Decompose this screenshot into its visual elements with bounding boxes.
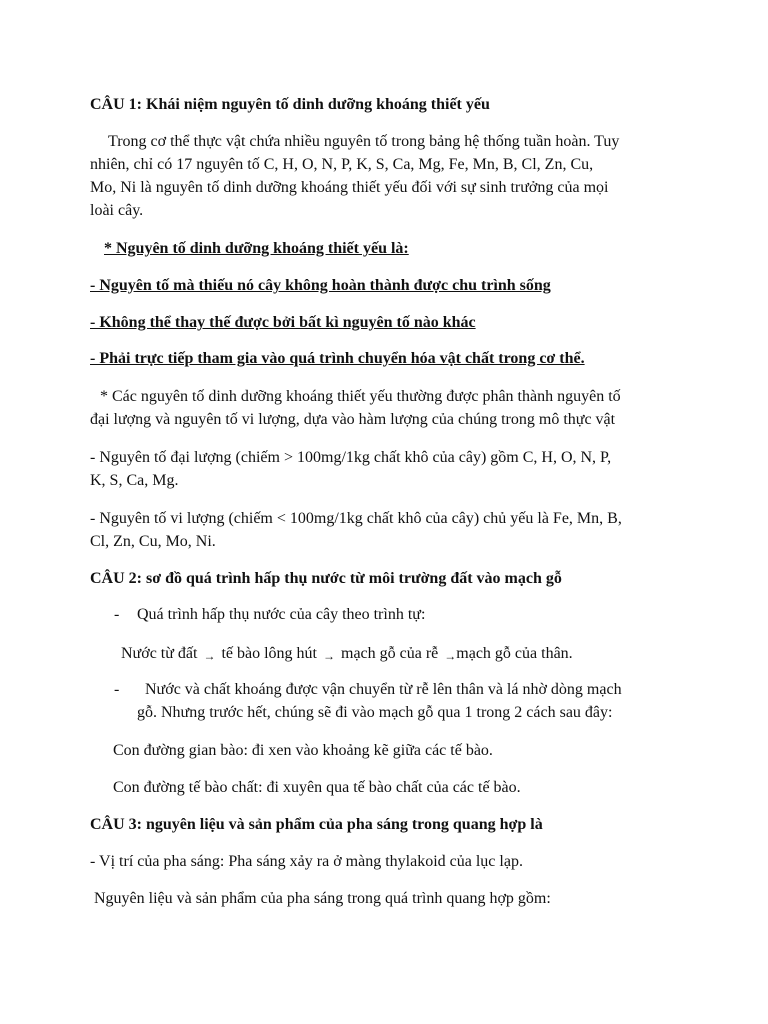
q2-flow: [121, 643, 573, 665]
q2-flow-step-3: mạch gỗ của rễ: [341, 645, 439, 662]
q1-macro-line-2: K, S, Ca, Mg.: [90, 472, 179, 489]
q1-classify-line-2: đại lượng và nguyên tố vi lượng, dựa vào hàm lượng của chúng trong mô thực vật: [90, 411, 616, 428]
q3-materials: Nguyên liệu và sản phẩm của pha sáng trong quá trình quang hợp gồm:: [94, 890, 551, 907]
q1-definition-item-1: - Nguyên tố mà thiếu nó cây không hoàn thành được chu trình sống: [90, 277, 551, 294]
arrow-right-icon: →: [203, 649, 216, 663]
q3-location: - Vị trí của pha sáng: Pha sáng xảy ra ở màng thylakoid của lục lạp.: [90, 853, 523, 870]
q1-classify-line-1: * Các nguyên tố dinh dưỡng khoáng thiết yếu thường được phân thành nguyên tố: [100, 388, 621, 405]
q1-definition-item-2: - Không thể thay thế được bởi bất kì nguyên tố nào khác: [90, 314, 476, 331]
q2-bullet-1: Quá trình hấp thụ nước của cây theo trình tự:: [137, 606, 426, 623]
arrow-right-icon: →: [323, 649, 335, 663]
q2-path-1: Con đường gian bào: đi xen vào khoảng kẽ giữa các tế bào.: [113, 742, 493, 759]
q1-intro-line-2: nhiên, chỉ có 17 nguyên tố C, H, O, N, P, K, S, Ca, Mg, Fe, Mn, B, Cl, Zn, Cu,: [90, 156, 594, 173]
q2-flow-step-4: mạch gỗ của thân.: [456, 645, 573, 662]
q1-heading: CÂU 1: Khái niệm nguyên tố dinh dưỡng khoáng thiết yếu: [90, 96, 490, 113]
q2-bullet-2-mark: -: [114, 681, 120, 698]
q2-bullet-2-line-2: gỗ. Nhưng trước hết, chúng sẽ đi vào mạch gỗ qua 1 trong 2 cách sau đây:: [137, 704, 613, 721]
q2-heading: CÂU 2: sơ đồ quá trình hấp thụ nước từ môi trường đất vào mạch gỗ: [90, 570, 562, 587]
q1-micro-line-1: - Nguyên tố vi lượng (chiếm < 100mg/1kg chất khô của cây) chủ yếu là Fe, Mn, B,: [90, 510, 622, 527]
q1-intro-line-4: loài cây.: [90, 202, 144, 219]
q1-definition-item-3: - Phải trực tiếp tham gia vào quá trình chuyển hóa vật chất trong cơ thể.: [90, 350, 585, 367]
q3-heading: CÂU 3: nguyên liệu và sản phẩm của pha sáng trong quang hợp là: [90, 816, 543, 833]
q2-bullet-1-mark: -: [114, 606, 120, 623]
q1-macro-line-1: - Nguyên tố đại lượng (chiếm > 100mg/1kg chất khô của cây) gồm C, H, O, N, P,: [90, 449, 612, 466]
q2-flow-step-2: tế bào lông hút: [221, 645, 317, 662]
q1-micro-line-2: Cl, Zn, Cu, Mo, Ni.: [90, 533, 216, 550]
q1-intro-line-1: Trong cơ thể thực vật chứa nhiều nguyên tố trong bảng hệ thống tuần hoàn. Tuy: [108, 133, 620, 150]
arrow-right-icon: →: [444, 649, 457, 663]
q1-intro-line-3: Mo, Ni là nguyên tố dinh dưỡng khoáng thiết yếu đối với sự sinh trưởng của mọi: [90, 179, 609, 196]
q2-path-2: Con đường tế bào chất: đi xuyên qua tế bào chất của các tế bào.: [113, 779, 521, 796]
q2-flow-step-1: Nước từ đất: [121, 645, 198, 662]
q2-bullet-2-line-1: Nước và chất khoáng được vận chuyển từ rễ lên thân và lá nhờ dòng mạch: [145, 681, 622, 698]
q1-definition-title: * Nguyên tố dinh dưỡng khoáng thiết yếu là:: [104, 240, 409, 257]
